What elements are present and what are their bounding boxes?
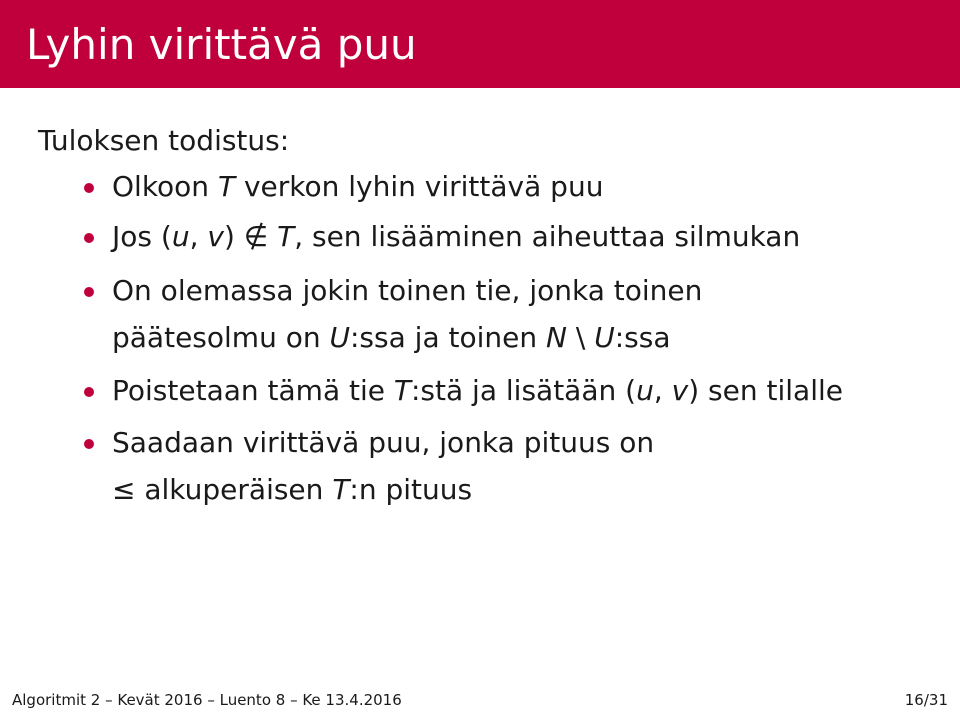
bullet-dot-icon [84,287,94,297]
bullet-dot-icon [84,233,94,243]
slide-title: Lyhin virittävä puu [26,20,417,69]
bullet-line [112,374,843,408]
text-run: verkon lyhin virittävä puu [235,170,604,203]
bullet-line [112,274,702,308]
text-run: Saadaan virittävä puu, jonka pituus on [112,426,655,459]
text-run: :n pituus [349,473,473,506]
math-symbol: N [546,321,567,354]
text-run: , [189,220,208,253]
text-run: ) ∉ [223,220,278,253]
text-run: , sen lisääminen aiheuttaa silmukan [294,220,801,253]
text-run: ) sen tilalle [688,374,843,407]
math-symbol: T [217,170,236,203]
math-symbol: v [207,220,224,253]
text-run: , [653,374,672,407]
bullet-line [112,473,472,507]
math-symbol: u [171,220,190,253]
text-run: On olemassa jokin toinen tie, jonka toinen [112,274,703,307]
bullet-dot-icon [84,439,94,449]
math-symbol: T [332,473,350,506]
footer-course-info: Algoritmit 2 – Kevät 2016 – Luento 8 – Ke 13.4.2016 [12,691,402,709]
text-run: Poistetaan tämä tie [112,374,394,407]
bullet-line [112,220,800,254]
math-symbol: u [636,374,654,407]
bullet-line [112,170,603,204]
text-run: päätesolmu on [112,321,330,354]
page-number: 16/31 [904,691,948,709]
bullet-dot-icon [84,387,94,397]
text-run: :ssa ja toinen [350,321,547,354]
math-symbol: U [329,321,350,354]
proof-intro: Tuloksen todistus: [38,124,290,157]
text-run: Jos ( [112,220,172,253]
text-run: \ [566,321,595,354]
text-run: :stä ja lisätään ( [411,374,637,407]
math-symbol: v [671,374,689,407]
math-symbol: T [393,374,411,407]
bullet-dot-icon [84,183,94,193]
math-symbol: T [277,220,295,253]
bullet-line [112,426,654,460]
title-bar [0,0,960,88]
math-symbol: U [594,321,615,354]
text-run: Olkoon [112,170,218,203]
text-run: :ssa [614,321,671,354]
text-run: ≤ alkuperäisen [112,473,333,506]
bullet-line [112,321,670,355]
